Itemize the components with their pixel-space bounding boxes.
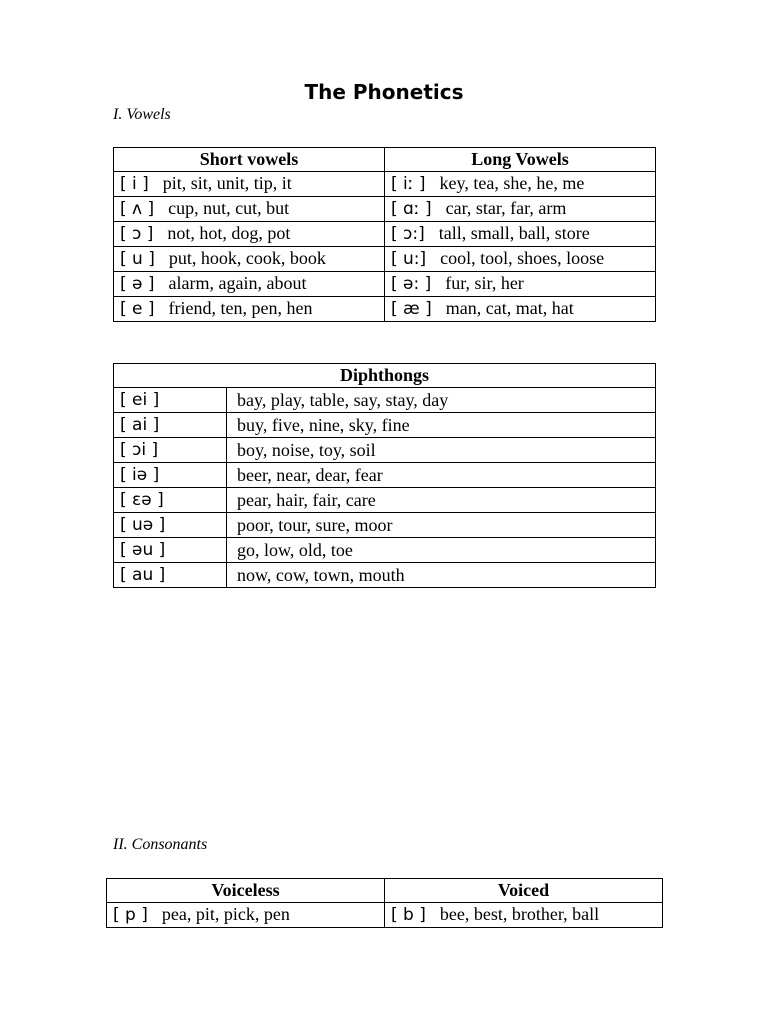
- diphthongs-table: [113, 363, 656, 588]
- example-words: bay, play, table, say, stay, day: [227, 388, 656, 413]
- phonetic-symbol: [ ɔi ]: [114, 438, 227, 463]
- phonetic-symbol: [ p ]: [113, 905, 148, 925]
- table-row: [114, 513, 656, 538]
- example-words: cup, nut, cut, but: [168, 198, 290, 218]
- phonetic-symbol: [ iː ]: [391, 174, 426, 194]
- table-row: [114, 222, 656, 247]
- short-vowel-cell: [114, 247, 385, 272]
- phonetic-symbol: [ əu ]: [114, 538, 227, 563]
- table-row: [114, 488, 656, 513]
- table-row: [114, 463, 656, 488]
- long-vowel-cell: [385, 247, 656, 272]
- diphthongs-header: Diphthongs: [114, 364, 656, 388]
- phonetic-symbol: [ ə: ]: [391, 274, 432, 294]
- short-vowel-cell: [114, 272, 385, 297]
- phonetic-symbol: [ ɔ ]: [120, 224, 154, 244]
- example-words: now, cow, town, mouth: [227, 563, 656, 588]
- table-row: [114, 272, 656, 297]
- consonants-table: [106, 878, 663, 928]
- table-row: [114, 247, 656, 272]
- table-row: [114, 413, 656, 438]
- example-words: put, hook, cook, book: [168, 248, 326, 268]
- table-row: [114, 172, 656, 197]
- example-words: key, tea, she, he, me: [439, 173, 585, 193]
- example-words: not, hot, dog, pot: [167, 223, 291, 243]
- section-heading-consonants: II. Consonants: [113, 836, 208, 853]
- vowels-table: [113, 147, 656, 322]
- page-title: The Phonetics: [304, 80, 464, 104]
- long-vowel-cell: [385, 197, 656, 222]
- example-words: poor, tour, sure, moor: [227, 513, 656, 538]
- example-words: tall, small, ball, store: [438, 223, 590, 243]
- phonetic-symbol: [ ɔ:]: [391, 224, 425, 244]
- phonetic-symbol: [ æ ]: [391, 299, 432, 319]
- short-vowel-cell: [114, 197, 385, 222]
- short-vowel-cell: [114, 297, 385, 322]
- example-words: pea, pit, pick, pen: [161, 904, 290, 924]
- short-vowel-cell: [114, 222, 385, 247]
- phonetic-symbol: [ ei ]: [114, 388, 227, 413]
- example-words: man, cat, mat, hat: [445, 298, 574, 318]
- table-row: [114, 438, 656, 463]
- phonetic-symbol: [ ə ]: [120, 274, 155, 294]
- phonetic-symbol: [ u ]: [120, 249, 155, 269]
- example-words: fur, sir, her: [445, 273, 524, 293]
- column-header-voiced: Voiced: [385, 879, 663, 903]
- phonetic-symbol: [ iə ]: [114, 463, 227, 488]
- long-vowel-cell: [385, 172, 656, 197]
- example-words: pit, sit, unit, tip, it: [162, 173, 292, 193]
- example-words: go, low, old, toe: [227, 538, 656, 563]
- voiceless-cell: [107, 903, 385, 928]
- phonetic-symbol: [ u:]: [391, 249, 427, 269]
- table-row: [114, 563, 656, 588]
- phonetic-symbol: [ uə ]: [114, 513, 227, 538]
- short-vowel-cell: [114, 172, 385, 197]
- column-header-short-vowels: Short vowels: [114, 148, 385, 172]
- column-header-voiceless: Voiceless: [107, 879, 385, 903]
- phonetic-symbol: [ e ]: [120, 299, 155, 319]
- example-words: buy, five, nine, sky, fine: [227, 413, 656, 438]
- example-words: boy, noise, toy, soil: [227, 438, 656, 463]
- example-words: bee, best, brother, ball: [439, 904, 600, 924]
- long-vowel-cell: [385, 222, 656, 247]
- phonetic-symbol: [ au ]: [114, 563, 227, 588]
- column-header-long-vowels: Long Vowels: [385, 148, 656, 172]
- phonetic-symbol: [ ʌ ]: [120, 199, 155, 219]
- table-row: [114, 388, 656, 413]
- phonetic-symbol: [ ɑː ]: [391, 199, 432, 219]
- phonetic-symbol: [ i ]: [120, 174, 149, 194]
- example-words: pear, hair, fair, care: [227, 488, 656, 513]
- table-row: [114, 538, 656, 563]
- voiced-cell: [385, 903, 663, 928]
- example-words: cool, tool, shoes, loose: [440, 248, 605, 268]
- long-vowel-cell: [385, 272, 656, 297]
- phonetic-symbol: [ ai ]: [114, 413, 227, 438]
- table-row: [107, 903, 663, 928]
- table-row: [114, 297, 656, 322]
- long-vowel-cell: [385, 297, 656, 322]
- example-words: car, star, far, arm: [445, 198, 567, 218]
- example-words: beer, near, dear, fear: [227, 463, 656, 488]
- phonetic-symbol: [ εə ]: [114, 488, 227, 513]
- example-words: alarm, again, about: [168, 273, 307, 293]
- phonetic-symbol: [ b ]: [391, 905, 426, 925]
- example-words: friend, ten, pen, hen: [168, 298, 313, 318]
- table-row: [114, 197, 656, 222]
- section-heading-vowels: I. Vowels: [113, 106, 171, 123]
